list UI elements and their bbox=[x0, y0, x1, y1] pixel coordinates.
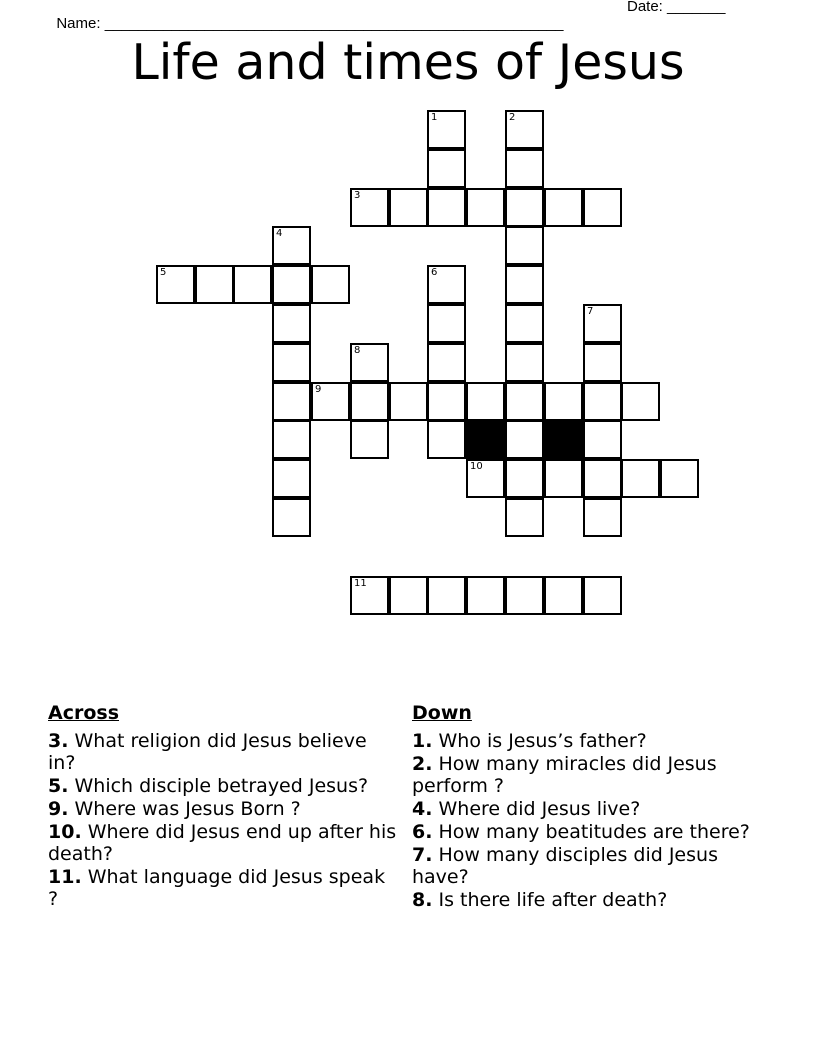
grid-cell[interactable] bbox=[505, 576, 544, 615]
grid-cell[interactable] bbox=[350, 343, 389, 382]
clue-text: Who is Jesus’s father? bbox=[432, 730, 647, 752]
grid-cell[interactable] bbox=[272, 459, 311, 498]
grid-cell[interactable] bbox=[427, 304, 466, 343]
clue-down-2 bbox=[412, 753, 768, 797]
grid-cell[interactable] bbox=[505, 343, 544, 382]
clue-across-10 bbox=[48, 821, 400, 865]
clue-text: How many beatitudes are there? bbox=[432, 821, 750, 843]
grid-cell[interactable] bbox=[427, 420, 466, 459]
grid-cell[interactable] bbox=[272, 226, 311, 265]
clue-down-1 bbox=[412, 730, 768, 752]
cell-number: 6 bbox=[431, 267, 438, 278]
grid-cell[interactable] bbox=[505, 226, 544, 265]
grid-cell[interactable] bbox=[660, 459, 699, 498]
grid-cell[interactable] bbox=[583, 343, 622, 382]
clue-number: 10. bbox=[48, 821, 82, 843]
grid-cell[interactable] bbox=[195, 265, 234, 304]
cell-number: 2 bbox=[509, 112, 516, 123]
grid-cell[interactable] bbox=[350, 576, 389, 615]
clue-text: Is there life after death? bbox=[432, 889, 668, 911]
grid-cell[interactable] bbox=[350, 188, 389, 227]
grid-cell[interactable] bbox=[544, 382, 583, 421]
grid-cell[interactable] bbox=[583, 304, 622, 343]
cell-number: 4 bbox=[276, 228, 283, 239]
cell-number: 5 bbox=[160, 267, 167, 278]
grid-cell[interactable] bbox=[427, 188, 466, 227]
grid-cell[interactable] bbox=[311, 265, 350, 304]
cell-number: 9 bbox=[315, 384, 322, 395]
clue-text: Where was Jesus Born ? bbox=[68, 798, 301, 820]
clue-number: 2. bbox=[412, 753, 433, 775]
grid-cell[interactable] bbox=[272, 304, 311, 343]
grid-cell[interactable] bbox=[427, 343, 466, 382]
cell-number: 1 bbox=[431, 112, 438, 123]
clue-text: How many miracles did Jesus perform ? bbox=[412, 753, 717, 797]
grid-cell[interactable] bbox=[544, 576, 583, 615]
clue-number: 11. bbox=[48, 866, 82, 888]
date-field-label[interactable]: Date: _______ bbox=[627, 0, 726, 15]
grid-cell[interactable] bbox=[272, 420, 311, 459]
clue-down-8 bbox=[412, 889, 768, 911]
grid-cell[interactable] bbox=[466, 459, 505, 498]
clue-text: What language did Jesus speak ? bbox=[48, 866, 386, 910]
clue-text: What religion did Jesus believe in? bbox=[48, 730, 367, 774]
clue-across-5 bbox=[48, 775, 400, 797]
grid-cell[interactable] bbox=[544, 188, 583, 227]
grid-cell[interactable] bbox=[427, 576, 466, 615]
name-field-label[interactable]: Name: _______________________________________________________ bbox=[56, 15, 564, 32]
down-clues bbox=[412, 702, 768, 912]
grid-cell[interactable] bbox=[350, 420, 389, 459]
clue-text: Which disciple betrayed Jesus? bbox=[68, 775, 369, 797]
grid-cell[interactable] bbox=[466, 382, 505, 421]
grid-cell[interactable] bbox=[505, 459, 544, 498]
clue-down-4 bbox=[412, 798, 768, 820]
clue-number: 1. bbox=[412, 730, 433, 752]
grid-cell[interactable] bbox=[350, 382, 389, 421]
down-heading: Down bbox=[412, 702, 472, 724]
across-clues bbox=[48, 702, 400, 911]
cell-number: 11 bbox=[354, 578, 367, 589]
cell-number: 8 bbox=[354, 345, 361, 356]
grid-cell[interactable] bbox=[272, 343, 311, 382]
grid-cell[interactable] bbox=[389, 188, 428, 227]
grid-cell[interactable] bbox=[389, 576, 428, 615]
clue-across-11 bbox=[48, 866, 400, 910]
grid-cell[interactable] bbox=[466, 188, 505, 227]
grid-cell[interactable] bbox=[466, 576, 505, 615]
grid-cell[interactable] bbox=[505, 498, 544, 537]
grid-cell[interactable] bbox=[583, 459, 622, 498]
clue-number: 5. bbox=[48, 775, 69, 797]
cell-number: 7 bbox=[587, 306, 594, 317]
grid-cell[interactable] bbox=[233, 265, 272, 304]
grid-cell[interactable] bbox=[583, 576, 622, 615]
grid-cell[interactable] bbox=[272, 498, 311, 537]
across-heading: Across bbox=[48, 702, 120, 724]
black-square bbox=[466, 420, 505, 459]
clue-down-7 bbox=[412, 844, 768, 888]
grid-cell[interactable] bbox=[389, 382, 428, 421]
black-square bbox=[544, 420, 583, 459]
clue-text: Where did Jesus end up after his death? bbox=[48, 821, 397, 865]
clue-across-3 bbox=[48, 730, 400, 774]
clue-text: How many disciples did Jesus have? bbox=[412, 844, 718, 888]
grid-cell[interactable] bbox=[621, 459, 660, 498]
cell-number: 10 bbox=[470, 461, 483, 472]
grid-cell[interactable] bbox=[427, 110, 466, 149]
grid-cell[interactable] bbox=[505, 149, 544, 188]
grid-cell[interactable] bbox=[505, 420, 544, 459]
clue-text: Where did Jesus live? bbox=[432, 798, 641, 820]
grid-cell[interactable] bbox=[427, 382, 466, 421]
grid-cell[interactable] bbox=[583, 188, 622, 227]
clue-number: 9. bbox=[48, 798, 69, 820]
clue-number: 3. bbox=[48, 730, 69, 752]
grid-cell[interactable] bbox=[311, 382, 350, 421]
page-title: Life and times of Jesus bbox=[131, 34, 685, 91]
grid-cell[interactable] bbox=[272, 265, 311, 304]
grid-cell[interactable] bbox=[156, 265, 195, 304]
clue-number: 6. bbox=[412, 821, 433, 843]
grid-cell[interactable] bbox=[505, 188, 544, 227]
grid-cell[interactable] bbox=[427, 265, 466, 304]
grid-cell[interactable] bbox=[505, 110, 544, 149]
grid-cell[interactable] bbox=[505, 304, 544, 343]
grid-cell[interactable] bbox=[505, 382, 544, 421]
clue-number: 4. bbox=[412, 798, 433, 820]
grid-cell[interactable] bbox=[621, 382, 660, 421]
clue-number: 7. bbox=[412, 844, 433, 866]
grid-cell[interactable] bbox=[583, 498, 622, 537]
grid-cell[interactable] bbox=[583, 382, 622, 421]
grid-cell[interactable] bbox=[505, 265, 544, 304]
cell-number: 3 bbox=[354, 190, 361, 201]
clue-across-9 bbox=[48, 798, 400, 820]
grid-cell[interactable] bbox=[427, 149, 466, 188]
grid-cell[interactable] bbox=[272, 382, 311, 421]
clue-number: 8. bbox=[412, 889, 433, 911]
clue-down-6 bbox=[412, 821, 768, 843]
grid-cell[interactable] bbox=[583, 420, 622, 459]
grid-cell[interactable] bbox=[544, 459, 583, 498]
